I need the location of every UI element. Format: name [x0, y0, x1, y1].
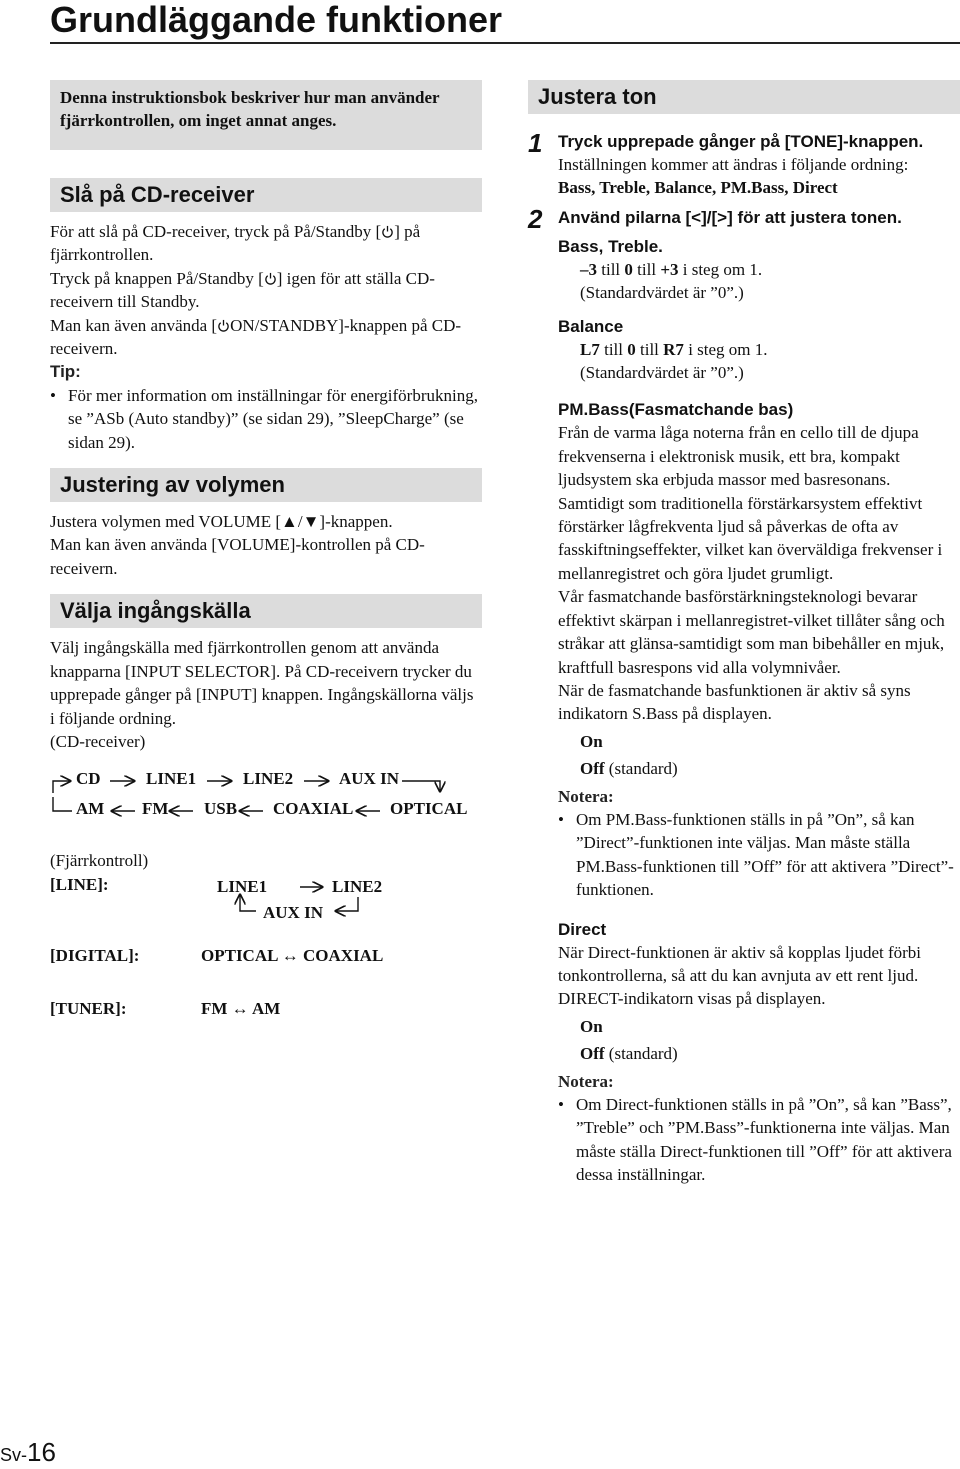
remote-line1: LINE1 [217, 876, 268, 896]
flow-usb: USB [204, 799, 238, 819]
direct-paragraph-1: När Direct-funktionen är aktiv så kopplas ljudet förbi tonkontrollerna, så att du kan avnjuta av ett rent ljud. [558, 942, 922, 985]
digital-value: OPTICAL ↔ COAXIAL [201, 945, 384, 965]
remote-notice: Denna instruktionsbok beskriver hur man använder fjärrkontrollen, om inget annat anges. [50, 80, 482, 150]
flow-coaxial: COAXIAL [273, 799, 354, 819]
cd-receiver-label: (CD-receiver) [50, 731, 146, 751]
tip-text: • För mer information om inställningar för energiförbrukning, se ”ASb (Auto standby)” (se sidan 29), ”SleepCharge” (se sidan 29). [50, 384, 482, 454]
heading-power-on: Slå på CD-receiver [50, 178, 482, 212]
pmbass-paragraph-3: Vår fasmatchande basförstärkningsteknologi bevarar effektivt skärpan i mellanregistret-vilket tillåter sång och stråkar att glänsa-samtidigt som man bibehåller en mjuk, kraftfull basrespons vid alla volymnivåer. [558, 587, 945, 677]
power-icon [217, 319, 230, 332]
pmbass-off: Off (standard) [580, 759, 678, 779]
volume-paragraph-1: Justera volymen med VOLUME [▲/▼]-knappen. [50, 512, 393, 532]
page-title: Grundläggande funktioner [50, 0, 503, 40]
step-1 [528, 130, 960, 200]
step-2-title: Använd pilarna [<]/[>] för att justera tonen. [558, 207, 902, 227]
remote-line2: LINE2 [332, 876, 383, 896]
input-flow-diagram [50, 769, 482, 849]
pmbass-paragraph-1: Från de varma låga noterna från en cello till de djupa frekvenserna i elektronisk musik, ett bra, kompakt ljudsystem ska erbjuda massor med basresonans. [558, 423, 919, 490]
power-paragraph-2: Tryck på knappen På/Standby [ ] igen för att ställa CD-receivern till Standby. [50, 268, 435, 312]
heading-input: Välja ingångskälla [50, 594, 482, 628]
power-paragraph-3: Man kan även använda [ ON/STANDBY]-knappen på CD-receivern. [50, 315, 462, 359]
power-paragraph-1: För att slå på CD-receiver, tryck på På/Standby [ ] på fjärrkontrollen. [50, 222, 421, 265]
flow-line1: LINE1 [146, 769, 197, 789]
direct-note-label: Notera: [558, 1071, 614, 1091]
balance-range: L7 till 0 till R7 i steg om 1. [580, 339, 768, 359]
direct-paragraph-2: DIRECT-indikatorn visas på displayen. [558, 989, 826, 1009]
direct-heading: Direct [558, 919, 607, 939]
tip-label: Tip: [50, 362, 81, 382]
step-1-order: Bass, Treble, Balance, PM.Bass, Direct [558, 178, 838, 198]
heading-tone: Justera ton [528, 80, 960, 114]
flow-cd: CD [76, 769, 101, 789]
digital-key: [DIGITAL]: [50, 945, 140, 965]
page-number: Sv-16 [0, 1437, 56, 1467]
pmbass-paragraph-4: När de fasmatchande basfunktionen är aktiv så syns indikatorn S.Bass på displayen. [558, 680, 911, 724]
pmbass-heading: PM.Bass(Fasmatchande bas) [558, 400, 794, 420]
power-icon [264, 272, 277, 285]
flow-fm: FM [142, 799, 169, 819]
pmbass-note: • Om PM.Bass-funktionen ställs in på ”On”, så kan ”Direct”-funktionen inte väljas. Man måste ställa PM.Bass-funktionen till ”Off” för att aktivera ”Direct”-funktionen. [558, 808, 960, 902]
pmbass-on: On [580, 731, 603, 751]
remote-key-table [50, 873, 482, 1053]
flow-aux-in: AUX IN [339, 769, 399, 789]
balance-heading: Balance [558, 316, 624, 336]
remote-label: (Fjärrkontroll) [50, 851, 149, 871]
right-column [528, 80, 960, 1193]
flow-am: AM [76, 799, 105, 819]
power-icon [381, 225, 394, 238]
step-1-number: 1 [528, 128, 543, 158]
bass-treble-heading: Bass, Treble. [558, 236, 663, 256]
remote-aux-in: AUX IN [263, 902, 323, 922]
step-1-text: Inställningen kommer att ändras i följande ordning: [558, 155, 909, 174]
tuner-value: FM ↔ AM [201, 998, 281, 1018]
bass-treble-default: (Standardvärdet är ”0”.) [580, 283, 744, 303]
direct-on: On [580, 1016, 603, 1036]
flow-optical: OPTICAL [390, 799, 468, 819]
step-2-number: 2 [528, 203, 543, 234]
tuner-key: [TUNER]: [50, 998, 127, 1018]
heading-volume: Justering av volymen [50, 468, 482, 502]
volume-paragraph-2: Man kan även använda [VOLUME]-kontrollen på CD-receivern. [50, 535, 425, 578]
direct-note: • Om Direct-funktionen ställs in på ”On”, så kan ”Bass”, ”Treble” och ”PM.Bass”-funktionerna inte väljas. Man måste ställa Direct-funktionen till ”Off” för att aktivera dessa inställningar. [558, 1093, 960, 1187]
balance-default: (Standardvärdet är ”0”.) [580, 363, 744, 383]
title-rule [50, 42, 960, 44]
flow-line2: LINE2 [243, 769, 294, 789]
left-column [50, 80, 482, 1053]
line-key: [LINE]: [50, 874, 109, 894]
step-2 [528, 203, 960, 1187]
pmbass-note-label: Notera: [558, 786, 614, 806]
step-1-title: Tryck upprepade gånger på [TONE]-knappen. [558, 132, 924, 151]
input-paragraph: Välj ingångskälla med fjärrkontrollen genom att använda knapparna [INPUT SELECTOR]. På CD-receivern trycker du upprepade gånger på [INPUT] knappen. Ingångskällorna väljs i följande ordning. [50, 638, 474, 728]
direct-off: Off (standard) [580, 1044, 678, 1064]
bass-treble-range: –3 till 0 till +3 i steg om 1. [580, 259, 763, 279]
pmbass-paragraph-2: Samtidigt som traditionella förstärkarsystem effektivt förstärker lågfrekventa ljud så påverkas de ofta av fasskiftningseffekter, vilket kan överväldiga frekvenser i mellanregistret och göra ljudet grumligt. [558, 493, 943, 583]
